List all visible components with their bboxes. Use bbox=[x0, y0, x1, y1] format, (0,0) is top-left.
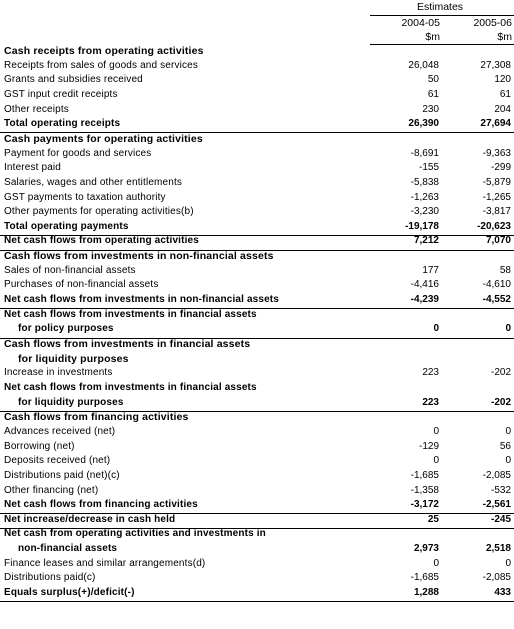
row-label: Sales of non-financial assets bbox=[4, 264, 136, 276]
row-label: Borrowing (net) bbox=[4, 440, 75, 452]
row-label: Net cash flows from investments in non-financial assets bbox=[4, 294, 279, 306]
section-heading-row bbox=[0, 250, 514, 265]
total-row bbox=[0, 499, 514, 514]
row-label: Total operating payments bbox=[4, 220, 129, 232]
line-item-row bbox=[0, 441, 514, 456]
value-2005-06: -3,817 bbox=[482, 206, 511, 218]
value-2004-05: 25 bbox=[427, 513, 439, 525]
header-unit-1: $m bbox=[425, 31, 440, 43]
value-2004-05: 223 bbox=[422, 367, 439, 379]
line-item-row bbox=[0, 572, 514, 587]
total-row bbox=[0, 235, 514, 250]
row-label: GST input credit receipts bbox=[4, 88, 118, 100]
row-label: Grants and subsidies received bbox=[4, 74, 143, 86]
row-label: Distributions paid (net)(c) bbox=[4, 469, 120, 481]
value-2004-05: -3,230 bbox=[410, 206, 439, 218]
row-label: Distributions paid(c) bbox=[4, 572, 96, 584]
row-label: Receipts from sales of goods and services bbox=[4, 59, 199, 71]
row-label: Increase in investments bbox=[4, 367, 113, 379]
total-row bbox=[0, 514, 514, 529]
section-heading-row bbox=[0, 338, 514, 353]
total-row bbox=[0, 587, 514, 602]
row-rule bbox=[0, 601, 514, 602]
row-label: for liquidity purposes bbox=[18, 352, 129, 365]
row-label: Other receipts bbox=[4, 103, 69, 115]
section-heading-row bbox=[0, 133, 514, 148]
value-2005-06: -20,623 bbox=[477, 220, 511, 232]
row-label: Total operating receipts bbox=[4, 118, 121, 130]
value-2004-05: 50 bbox=[427, 74, 439, 86]
line-item-row bbox=[0, 60, 514, 75]
row-label: Purchases of non-financial assets bbox=[4, 279, 159, 291]
value-2005-06: -245 bbox=[490, 513, 511, 525]
value-2005-06: -2,085 bbox=[482, 572, 511, 584]
section-heading-row bbox=[0, 411, 514, 426]
row-label: Cash flows from financing activities bbox=[4, 411, 189, 424]
line-item-row bbox=[0, 455, 514, 470]
line-item-row bbox=[0, 74, 514, 89]
row-label: Net cash flows from investments in financial assets bbox=[4, 381, 257, 393]
value-2005-06: 27,694 bbox=[480, 118, 511, 130]
row-label: Interest paid bbox=[4, 162, 61, 174]
value-2005-06: -4,610 bbox=[482, 279, 511, 291]
row-label: Other financing (net) bbox=[4, 484, 99, 496]
row-label: Net cash flows from investments in financial assets bbox=[4, 308, 257, 320]
value-2004-05: 61 bbox=[427, 88, 439, 100]
value-2005-06: 0 bbox=[505, 323, 511, 335]
section-heading-row bbox=[0, 45, 514, 60]
line-item-row bbox=[0, 104, 514, 119]
value-2004-05: -1,263 bbox=[410, 191, 439, 203]
row-label: Salaries, wages and other entitlements bbox=[4, 176, 183, 188]
row-label: Payment for goods and services bbox=[4, 147, 152, 159]
line-item-row bbox=[0, 279, 514, 294]
total-row bbox=[0, 543, 514, 558]
line-item-row bbox=[0, 192, 514, 207]
value-2005-06: 0 bbox=[505, 455, 511, 467]
value-2005-06: 2,518 bbox=[485, 543, 511, 555]
line-item-row bbox=[0, 470, 514, 485]
value-2004-05: -1,685 bbox=[410, 469, 439, 481]
value-2004-05: -1,685 bbox=[410, 572, 439, 584]
value-2004-05: -1,358 bbox=[410, 484, 439, 496]
value-2005-06: -202 bbox=[490, 396, 511, 408]
row-label: Finance leases and similar arrangements(d) bbox=[4, 557, 206, 569]
total-row bbox=[0, 118, 514, 133]
line-item-row bbox=[0, 558, 514, 573]
total-row bbox=[0, 382, 514, 397]
row-label: Equals surplus(+)/deficit(-) bbox=[4, 587, 135, 599]
row-label: Advances received (net) bbox=[4, 425, 116, 437]
value-2005-06: -299 bbox=[490, 162, 511, 174]
value-2004-05: -8,691 bbox=[410, 147, 439, 159]
value-2004-05: 0 bbox=[433, 455, 439, 467]
value-2004-05: 2,973 bbox=[413, 543, 439, 555]
value-2005-06: -5,879 bbox=[482, 176, 511, 188]
header-year-2: 2005-06 bbox=[473, 17, 512, 29]
total-row bbox=[0, 397, 514, 412]
row-label: Cash flows from investments in non-financial assets bbox=[4, 250, 274, 263]
header-year-1: 2004-05 bbox=[401, 17, 440, 29]
row-label: Other payments for operating activities(b) bbox=[4, 206, 194, 218]
row-label: GST payments to taxation authority bbox=[4, 191, 166, 203]
row-label: non-financial assets bbox=[18, 543, 118, 555]
row-label: Deposits received (net) bbox=[4, 455, 111, 467]
value-2005-06: 433 bbox=[494, 587, 511, 599]
value-2004-05: -155 bbox=[418, 162, 439, 174]
value-2004-05: 0 bbox=[433, 557, 439, 569]
row-label: Net cash from operating activities and investments in bbox=[4, 528, 266, 540]
line-item-row bbox=[0, 177, 514, 192]
value-2005-06: -532 bbox=[490, 484, 511, 496]
line-item-row bbox=[0, 367, 514, 382]
total-row bbox=[0, 528, 514, 543]
line-item-row bbox=[0, 265, 514, 280]
value-2004-05: -19,178 bbox=[405, 220, 439, 232]
value-2004-05: 7,212 bbox=[413, 235, 439, 247]
value-2005-06: 61 bbox=[499, 88, 511, 100]
section-heading-row bbox=[0, 353, 514, 368]
value-2004-05: 230 bbox=[422, 103, 439, 115]
value-2004-05: -129 bbox=[418, 440, 439, 452]
value-2005-06: -202 bbox=[490, 367, 511, 379]
row-label: Cash receipts from operating activities bbox=[4, 45, 204, 57]
value-2005-06: 27,308 bbox=[480, 59, 511, 71]
value-2004-05: 26,048 bbox=[408, 59, 439, 71]
value-2004-05: -5,838 bbox=[410, 176, 439, 188]
header-unit-2: $m bbox=[497, 31, 512, 43]
value-2004-05: -4,239 bbox=[410, 294, 439, 306]
value-2005-06: 7,070 bbox=[485, 235, 511, 247]
value-2005-06: -4,552 bbox=[482, 294, 511, 306]
value-2005-06: 0 bbox=[505, 425, 511, 437]
total-row bbox=[0, 309, 514, 324]
header-rule-top bbox=[370, 15, 514, 16]
line-item-row bbox=[0, 206, 514, 221]
value-2005-06: -1,265 bbox=[482, 191, 511, 203]
value-2005-06: 0 bbox=[505, 557, 511, 569]
value-2005-06: -2,085 bbox=[482, 469, 511, 481]
value-2004-05: -3,172 bbox=[410, 499, 439, 511]
row-label: Net cash flows from financing activities bbox=[4, 499, 198, 511]
value-2005-06: 58 bbox=[499, 264, 511, 276]
line-item-row bbox=[0, 485, 514, 500]
value-2005-06: -2,561 bbox=[482, 499, 511, 511]
value-2004-05: 223 bbox=[422, 396, 439, 408]
line-item-row bbox=[0, 89, 514, 104]
value-2005-06: 56 bbox=[499, 440, 511, 452]
value-2004-05: 0 bbox=[433, 323, 439, 335]
line-item-row bbox=[0, 148, 514, 163]
value-2005-06: -9,363 bbox=[482, 147, 511, 159]
row-label: Net increase/decrease in cash held bbox=[4, 513, 176, 525]
row-label: for policy purposes bbox=[18, 323, 114, 335]
line-item-row bbox=[0, 162, 514, 177]
row-label: Net cash flows from operating activities bbox=[4, 235, 199, 247]
value-2004-05: 1,288 bbox=[413, 587, 439, 599]
line-item-row bbox=[0, 426, 514, 441]
row-label: Cash payments for operating activities bbox=[4, 132, 203, 145]
value-2005-06: 120 bbox=[494, 74, 511, 86]
total-row bbox=[0, 294, 514, 309]
value-2004-05: -4,416 bbox=[410, 279, 439, 291]
value-2005-06: 204 bbox=[494, 103, 511, 115]
row-label: Cash flows from investments in financial assets bbox=[4, 338, 251, 350]
value-2004-05: 26,390 bbox=[408, 118, 439, 130]
header-estimates: Estimates bbox=[416, 1, 464, 13]
total-row bbox=[0, 221, 514, 236]
total-row bbox=[0, 323, 514, 338]
value-2004-05: 0 bbox=[433, 425, 439, 437]
row-label: for liquidity purposes bbox=[18, 396, 124, 408]
value-2004-05: 177 bbox=[422, 264, 439, 276]
